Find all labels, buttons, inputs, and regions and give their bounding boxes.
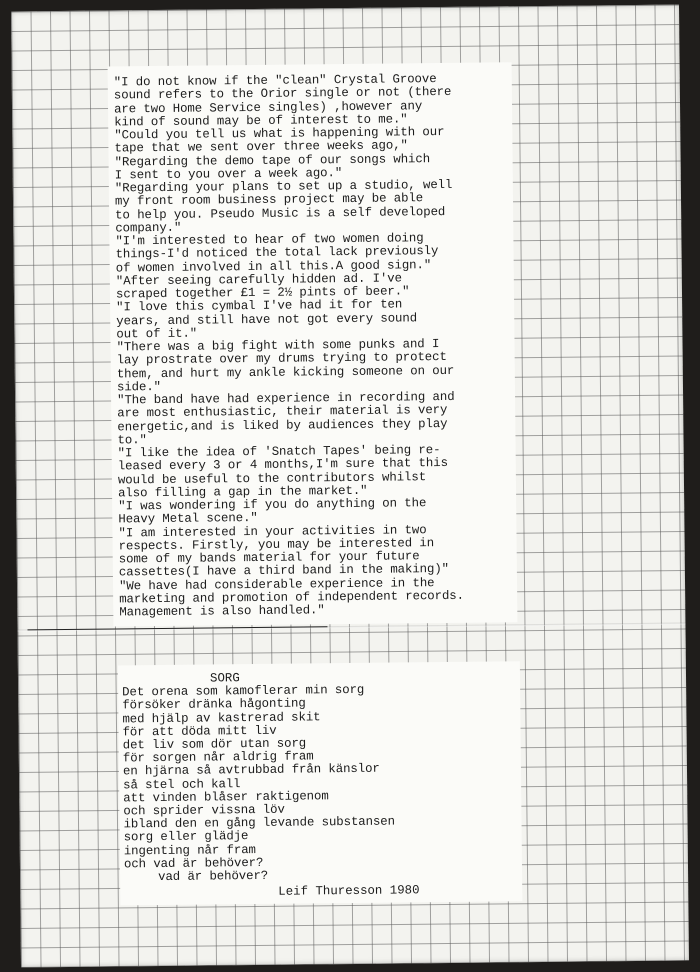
quote-line: side." <box>116 379 162 395</box>
poem-line: och vad är behöver? <box>123 855 264 872</box>
quote-line: things-I'd noticed the total lack previously <box>115 244 439 262</box>
quotes-panel <box>108 62 518 626</box>
quote-line: them, and hurt my ankle kicking someone on our <box>116 363 455 381</box>
quote-line: marketing and promotion of independent records. <box>119 588 465 607</box>
poem-line: försöker dränka hågonting <box>122 696 306 713</box>
poem-title: SORG <box>209 671 240 686</box>
quote-line: are two Home Service singles) ,however any <box>113 98 423 116</box>
quote-line: "After seeing carefully hidden ad. I've <box>115 271 402 289</box>
poem-line: en hjärna så avtrubbad från känslor <box>122 762 380 779</box>
quote-line: "There was a big fight with some punks and I <box>116 337 440 355</box>
quote-line: cassettes(I have a third band in the making)" <box>118 562 450 580</box>
quote-line: tape that we sent over three weeks ago," <box>114 138 408 156</box>
quote-line: "I like the idea of 'Snatch Tapes' being re- <box>117 443 441 461</box>
quote-line: out of it." <box>116 326 198 342</box>
poem-line: med hjälp av kastrerad skit <box>122 709 321 727</box>
quote-line: "I'm interested to hear of two women doing <box>115 231 424 249</box>
graph-paper-sheet <box>11 5 689 968</box>
quote-line: "Could you tell us what is happening with our <box>114 124 445 143</box>
quote-line: to help you. Pseudo Music is a self developed <box>115 204 446 222</box>
quote-line: to." <box>117 432 147 448</box>
poem-line: och sprider vissna löv <box>123 802 285 819</box>
quote-line: years, and still have not got every sound <box>116 310 418 328</box>
quote-line: my front room business project may be able <box>114 191 424 209</box>
quote-line: "I was wondering if you do anything on the <box>118 496 427 514</box>
quote-line: leased every 3 or 4 months,I'm sure that this <box>117 456 448 474</box>
quote-line: scraped together £1 = 2½ pints of beer." <box>115 284 410 302</box>
poem-line: för sorgen når aldrig fram <box>122 749 314 766</box>
poem-line: Det orena som kamoflerar min sorg <box>122 683 365 700</box>
quote-line: sound refers to the Orior single or not (there <box>113 85 452 103</box>
quote-line: "Regarding the demo tape of our songs which <box>114 151 431 169</box>
quote-line: would be useful to the contributors whilst <box>117 469 427 487</box>
quote-line: "Regarding your plans to set up a studio, well <box>114 177 453 196</box>
quote-line: respects. Firstly, you may be interested in <box>118 535 435 554</box>
quote-line: Management is also handled." <box>119 603 325 620</box>
quote-line: I sent to you over a week ago." <box>114 165 343 183</box>
quote-line: also filling a gap in the market." <box>117 483 368 501</box>
quote-line: are most enthusiastic, their material is very <box>117 403 448 421</box>
quote-line: of women involved in all this.A good sign." <box>115 257 432 275</box>
quote-line: some of my bands material for your future <box>118 549 420 567</box>
poem-line: för att döda mitt liv <box>122 723 277 740</box>
poem-line: sorg eller glädje <box>123 829 249 845</box>
poem-body <box>122 682 516 871</box>
poem-line: ingenting når fram <box>123 842 256 859</box>
quote-line: "I love this cymbal I've had it for ten <box>116 297 403 315</box>
quote-line: "The band have had experience in recording and <box>117 389 455 408</box>
quote-line: "I do not know if the "clean" Crystal Groove <box>113 72 437 90</box>
poem-line: vad är behöver? <box>158 868 269 885</box>
quote-line: lay prostrate over my drums trying to protect <box>116 350 447 368</box>
quote-line: "We have had considerable experience in the <box>118 575 435 593</box>
quote-line: Heavy Metal scene." <box>118 511 258 527</box>
quote-line: "I am interested in your activities in two <box>118 522 427 540</box>
poem-line: att vinden blåser raktigenom <box>123 789 329 806</box>
poem-panel <box>118 661 522 905</box>
quote-line: kind of sound may be of interest to me." <box>114 112 408 130</box>
poem-line: ibland den en gång levande substansen <box>123 814 396 832</box>
quote-line: energetic,and is liked by audiences they play <box>117 416 448 434</box>
poem-line: så stel och kall <box>123 776 241 793</box>
quotes-text <box>114 72 510 619</box>
poem-author: Leif Thuresson 1980 <box>278 883 420 900</box>
quote-line: company." <box>115 220 182 236</box>
poem-line: det liv som dör utan sorg <box>122 736 307 753</box>
